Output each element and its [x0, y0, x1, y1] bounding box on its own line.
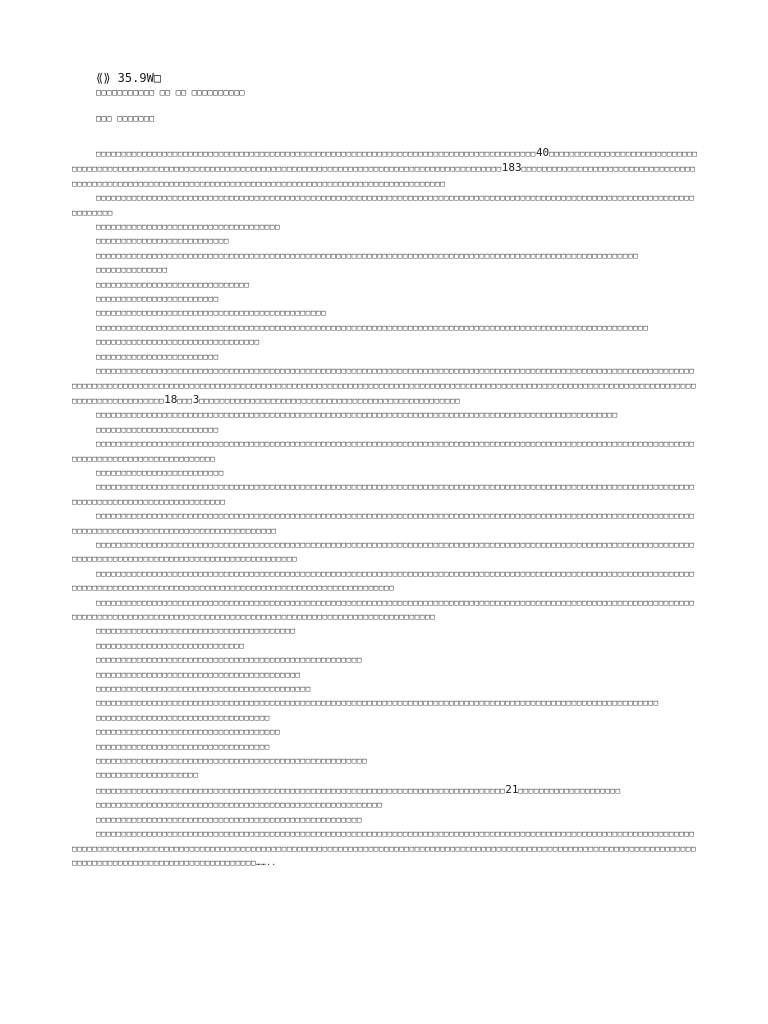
paragraph-text: □□□□□□□□□□□□□□□□□□□□□□□□□□□□□□□□□□□□□□□□□□□□□□□□□□□□□□□□□□□□□□□□□□□□□□□□□□□□□□□□□□□□□□□□□□□□□□□□□□□□□□□□□□□□□□□□□□□□□□□□□□□□□□□□□□□□□□□□□□□□□□□□□□□□□□□□□□□□□□□□□□□□□□□□□□□□□□□□□□□□□□□□□□□□□□□□□□□□□□□□□□□□□□□□□□□□□□□□□□□□□□□□□□□□□□□□□□□□□□□□□□□□□□□□□□□□□□□□□□□□□□□□□□□□□□□□□□□…….. — [72, 829, 697, 867]
paragraph — [72, 740, 698, 754]
paragraph-text: □□□□□□□□□□□□□□□□□□□□□□□□□□□□□□□□□□□□□□□□□□□□□□□□□□□□□□□□□□□□□□□□□□□□□□□□□□□□□□□□□□□□□□□□□□□□□□□□□□□□□□□□□□ — [96, 250, 639, 260]
paragraph-number: 21 — [505, 782, 519, 796]
paragraph-text: □□□□□□□□□□□□□□□□□□□□□□□□□□□□□□□□□□ — [96, 712, 270, 722]
paragraph-text: □□□□□□□□□□□□□□□□□□□□□□□□□□□□□□□□□□□□□□□□□□□□□□□□□□□□□□□□□□□□□□□□□□□□□□□□□□□□□□□□□□□□□□□□□□□□□□□□□□□□□□□□□□□□□□□□□□□□□□□□□□□□□□□□□□□□□□□□□□□□□□□□□ — [72, 439, 695, 463]
document-body — [72, 146, 698, 870]
paragraph-text: □□□□□□□□□□□□□□□□□□□□ — [96, 770, 199, 780]
paragraph-text: □□□□□□□□□□□□□□□□□□□□□□□□□□□□□□□□□□□□ — [96, 727, 281, 737]
paragraph — [72, 798, 698, 812]
paragraph-text: □□□□□□□□□□□□□□□□□□□□□□□□ — [96, 351, 219, 361]
paragraph — [72, 466, 698, 480]
paragraph-text: □□□□□□□□□□□□□□□□□□□□□□□□□□□□□□□□□□ — [96, 741, 270, 751]
paragraph-text: □□□□□□□□□□□□□□□□□□□□□□□□□□□□□□□□□□□□□□□□□□□□□□□□□□□□□□□□□□□□□□□□□□□□□□□□□□□□□□□□□□□□□□□□□□□□□□□□□□□□□□□□□□□□□□ — [96, 698, 659, 708]
paragraph-text: □□□□□□□□□□□□□□□□□□□□□□□□□□□□□□□□□□□□□□□□□□□□□□□□□□□□□□□□□□□□□□□□□□□□□□□□□□□□□□□□□□□□□□□□□□□□□□□□□□□□□□□□□□□□□□□□□ — [72, 149, 698, 174]
paragraph-text: □□□□□□□□□□□□□□□□□□□□□□□□□□□□□□□□□□□□□□□□□□□□□ — [96, 308, 327, 318]
paragraph-text: □□□□□□□□□□□□□□□□□□□□□□□□□□□□□□ — [96, 279, 250, 289]
paragraph-text: □□□□□□□□□□□□□□□□□□□□□□□□□□□□□□□□□□□□□□□□□□□□□□□□□□□ — [199, 395, 461, 405]
paragraph — [72, 437, 698, 466]
paragraph — [72, 813, 698, 827]
paragraph — [72, 321, 698, 335]
paragraph — [72, 696, 698, 710]
paragraph-text: □□□□□□□□□□□□□□□□□□□□□□□□□□□□□□□□□□□□□□□□□□□□□□□□□□□□□□□□ — [96, 800, 383, 810]
paragraph — [72, 768, 698, 782]
paragraph — [72, 725, 698, 739]
paragraph — [72, 711, 698, 725]
paragraph — [72, 827, 698, 870]
paragraph-text: □□□□□□□□□□□□□□□□□□□□□□□□□□□□□□□□□□□□□□□□□□□□□□□□□□□□□ — [96, 756, 368, 766]
paragraph-text: □□□□□□□□□□□□□□□□□□□□□□□□□□□□□□□□□□□□□□□□□□□□□□□□□□□□□□□□□□□□□□□□□□□□□□□□□□□□□□□□□□□□□□□□□□□□□□□□□□□□□□□□□□□□□□□□□□□□□□□□□□□□□□□□□□□□□□□□□□□□□□□□□□□□□□□□□□□□□□□□□□□□□□□□□□□□□□□□□□□□□□□□□□□□□□□□□□□□□□□□□□□□□□□□□□□□□□□□□□□□□□□□□□□□□□□□□□□□□□□□□□□□□□□□□□□□□□□□□ — [72, 366, 697, 405]
section-heading: □□□ □□□□□□□ — [96, 114, 155, 123]
paragraph-text: □□□ — [177, 395, 193, 405]
paragraph — [72, 335, 698, 349]
paragraph — [72, 567, 698, 596]
document-title: ⟪⟫ 35.9W□ — [96, 71, 162, 85]
paragraph — [72, 668, 698, 682]
paragraph-number: 40 — [535, 146, 550, 159]
paragraph-text: □□□□□□□□□□□□□□□□□□□□□□□□□□□□□□□□□□□□ — [96, 222, 281, 232]
paragraph — [72, 480, 698, 509]
paragraph — [72, 408, 698, 422]
paragraph-text: □□□□□□□□□□□□□□□□□□□□□□□□□□□□□□□□□□□□□□□□□□□□□□□□□□□□ — [96, 655, 362, 665]
paragraph-text: □□□□□□□□□□□□□□□□□□□□□□□□ — [96, 424, 219, 434]
paragraph — [72, 220, 698, 234]
paragraph-text: □□□□□□□□□□□□□□□□□□□□□□□□□□□□□□□□ — [96, 337, 260, 347]
paragraph-text: □□□□□□□□□□□□□□□□□□□□□□□□□ — [96, 467, 224, 477]
document-header — [96, 70, 696, 126]
paragraph-text: □□□□□□□□□□□□□□□□□□□□□□□□□□□□□□□□□□□□□□□□□□□□□□□□□□□□□□□□□□□□□□□□□□□□□□□□□□□□□□□□□□□□□□□□□□□□□□□□□□□□□□ — [96, 410, 618, 420]
paragraph-number: 183 — [501, 161, 522, 175]
paragraph-text: □□□□□□□□□□□□□□□□□□□□□□□□□□□□□□□□□□□□□□□□ — [96, 669, 301, 679]
paragraph — [72, 146, 698, 191]
paragraph-text: □□□□□□□□□□□□□□□□□□□□□□□□□□□□□□□□□□□□□□□□□□□□□□□□□□□□□□□□□□□□□□□□□□□□□□□□□□□□□□□□□□□□□□□□□□□□□□□□□□□□□□□□□□□□□□□□□□□□□□□□□□□□□□□□□□□□□□□□□□□□□□□□□□□□□□□□□□□□□□□□□ — [72, 539, 695, 564]
paragraph-text: □□□□□□□□□□□□□□□□□□□□□□□□□□□□□□□□□□□□□□□□□□□□□□□□□□□□□□□□□□□□□□□□□□□□□□□□□□□□□□□□□□□□□□□□□□□□□□□□□□□□□□□□□□□□□□□□□□□□□□□□□□□□□□□□□□□□□□□□□□□□□□□□□□□□□□□□□□□□□ — [72, 511, 695, 535]
paragraph-number: 3 — [192, 392, 200, 406]
paragraph-text: □□□□□□□□□□□□□□□□□□□□□□□□□□□□□□□□□□□□□□□□□□□□□□□□□□□□□□□□□□□□□□□□□□□□□□□□□□□□□□□□□□□□□□□□□□□□□□□□□□□□□□□□□□□□ — [96, 322, 649, 332]
paragraph-text: □□□□□□□□□□□□□□□□□□□□□□□□ — [96, 294, 219, 304]
paragraph — [72, 754, 698, 768]
paragraph — [72, 596, 698, 625]
paragraph-text: □□□□□□□□□□□□□□□□□□□□□□□□□□□□□□□□□□□□□□□ — [96, 626, 296, 636]
document-subtitle: □□□□□□□□□□□ □□ □□ □□□□□□□□□□ — [96, 88, 245, 97]
paragraph — [72, 639, 698, 653]
paragraph-text: □□□□□□□□□□□□□□□□□□□□ — [518, 785, 621, 795]
paragraph-number: 18 — [164, 392, 178, 406]
paragraph — [72, 624, 698, 638]
paragraph — [72, 653, 698, 667]
paragraph — [72, 423, 698, 437]
paragraph — [72, 364, 698, 408]
paragraph — [72, 783, 698, 798]
paragraph — [72, 306, 698, 320]
paragraph — [72, 538, 698, 567]
paragraph-text: □□□□□□□□□□□□□□□□□□□□□□□□□□□□□□□□□□□□□□□□□□□□□□□□□□□□ — [96, 814, 362, 824]
paragraph — [72, 191, 698, 220]
paragraph-text: □□□□□□□□□□□□□□□□□□□□□□□□□□□□□□□□□□□□□□□□□□□□□□□□□□□□□□□□□□□□□□□□□□□□□□□□□□□□□□□□□□□□□□□□□□□□□□□□□□□□□□□□□□□□□□□□□□□□□□□□□□□□□□□□□□□□□□□□□□□□□□□□□□□□□□□□□□□□□□□□□□□□□□□□□□□□□□□□□□□□□□□□□□□□ — [72, 597, 695, 621]
paragraph-text: □□□□□□□□□□□□□□□□□□□□□□□□□□□□□□□□□□□□□□□□□□□□□□□□□□□□□□□□□□□□□□□□□□□□□□□□□□□□□□□□ — [96, 785, 506, 795]
paragraph — [72, 234, 698, 248]
paragraph — [72, 350, 698, 364]
paragraph-text: □□□□□□□□□□□□□□□□□□□□□□□□□□□□□□□□□□□□□□□□□□□□□□□□□□□□□□□□□□□□□□□□□□□□□□□□□□□□□□□□□□□□□□□□□□□□□□□□□□□□□□□□□□□□□□□□□□□□□□□□□□□□□□□□□□□□□□□□□□□□□□□□□□□ — [72, 482, 695, 506]
paragraph-text: □□□□□□□□□□□□□□□□□□□□□□□□□□□□□□□□□□□□□□□□□□□□□□□□□□□□□□□□□□□□□□□□□□□□□□□□□□□□□□□□□□□□□□ — [96, 149, 536, 158]
paragraph — [72, 292, 698, 306]
paragraph — [72, 682, 698, 696]
paragraph-text: □□□□□□□□□□□□□□ — [96, 265, 168, 275]
paragraph — [72, 278, 698, 292]
paragraph-text: □□□□□□□□□□□□□□□□□□□□□□□□□□□□□□□□□□□□□□□□□□□□□□□□□□□□□□□□□□□□□□□□□□□□□□□□□□□□□□□□□□□□□□□□□□□□□□□□□□□□□□□□□□□□□□□□□□□□□□□□□□□□□ — [72, 193, 695, 217]
paragraph — [72, 263, 698, 277]
paragraph — [72, 249, 698, 263]
paragraph-text: □□□□□□□□□□□□□□□□□□□□□□□□□□□□□□□□□□□□□□□□□□□□□□□□□□□□□□□□□□□□□□□□□□□□□□□□□□□□□□□□□□□□□□□□□□□□□□□□□□□□□□□□□□□□□□□□□□□□□□□□□□□□□□□□□□□□□□□□□□□□□□□□□□□□□□□□□□□□□□□□□□□□□□□□□□□□□□□□□□□□ — [72, 568, 695, 593]
paragraph-text: □□□□□□□□□□□□□□□□□□□□□□□□□□ — [96, 236, 229, 246]
paragraph-text: □□□□□□□□□□□□□□□□□□□□□□□□□□□□□ — [96, 640, 245, 650]
paragraph — [72, 509, 698, 538]
paragraph-text: □□□□□□□□□□□□□□□□□□□□□□□□□□□□□□□□□□□□□□□□□□□□□□□□□□□□□□□□□□□□□□□□□□□□□□□□□□□□□□□□□□□□□□□□□□□□□□□□□□□□□□□□□□□ — [72, 164, 696, 188]
paragraph-text: □□□□□□□□□□□□□□□□□□□□□□□□□□□□□□□□□□□□□□□□□□ — [96, 684, 311, 694]
